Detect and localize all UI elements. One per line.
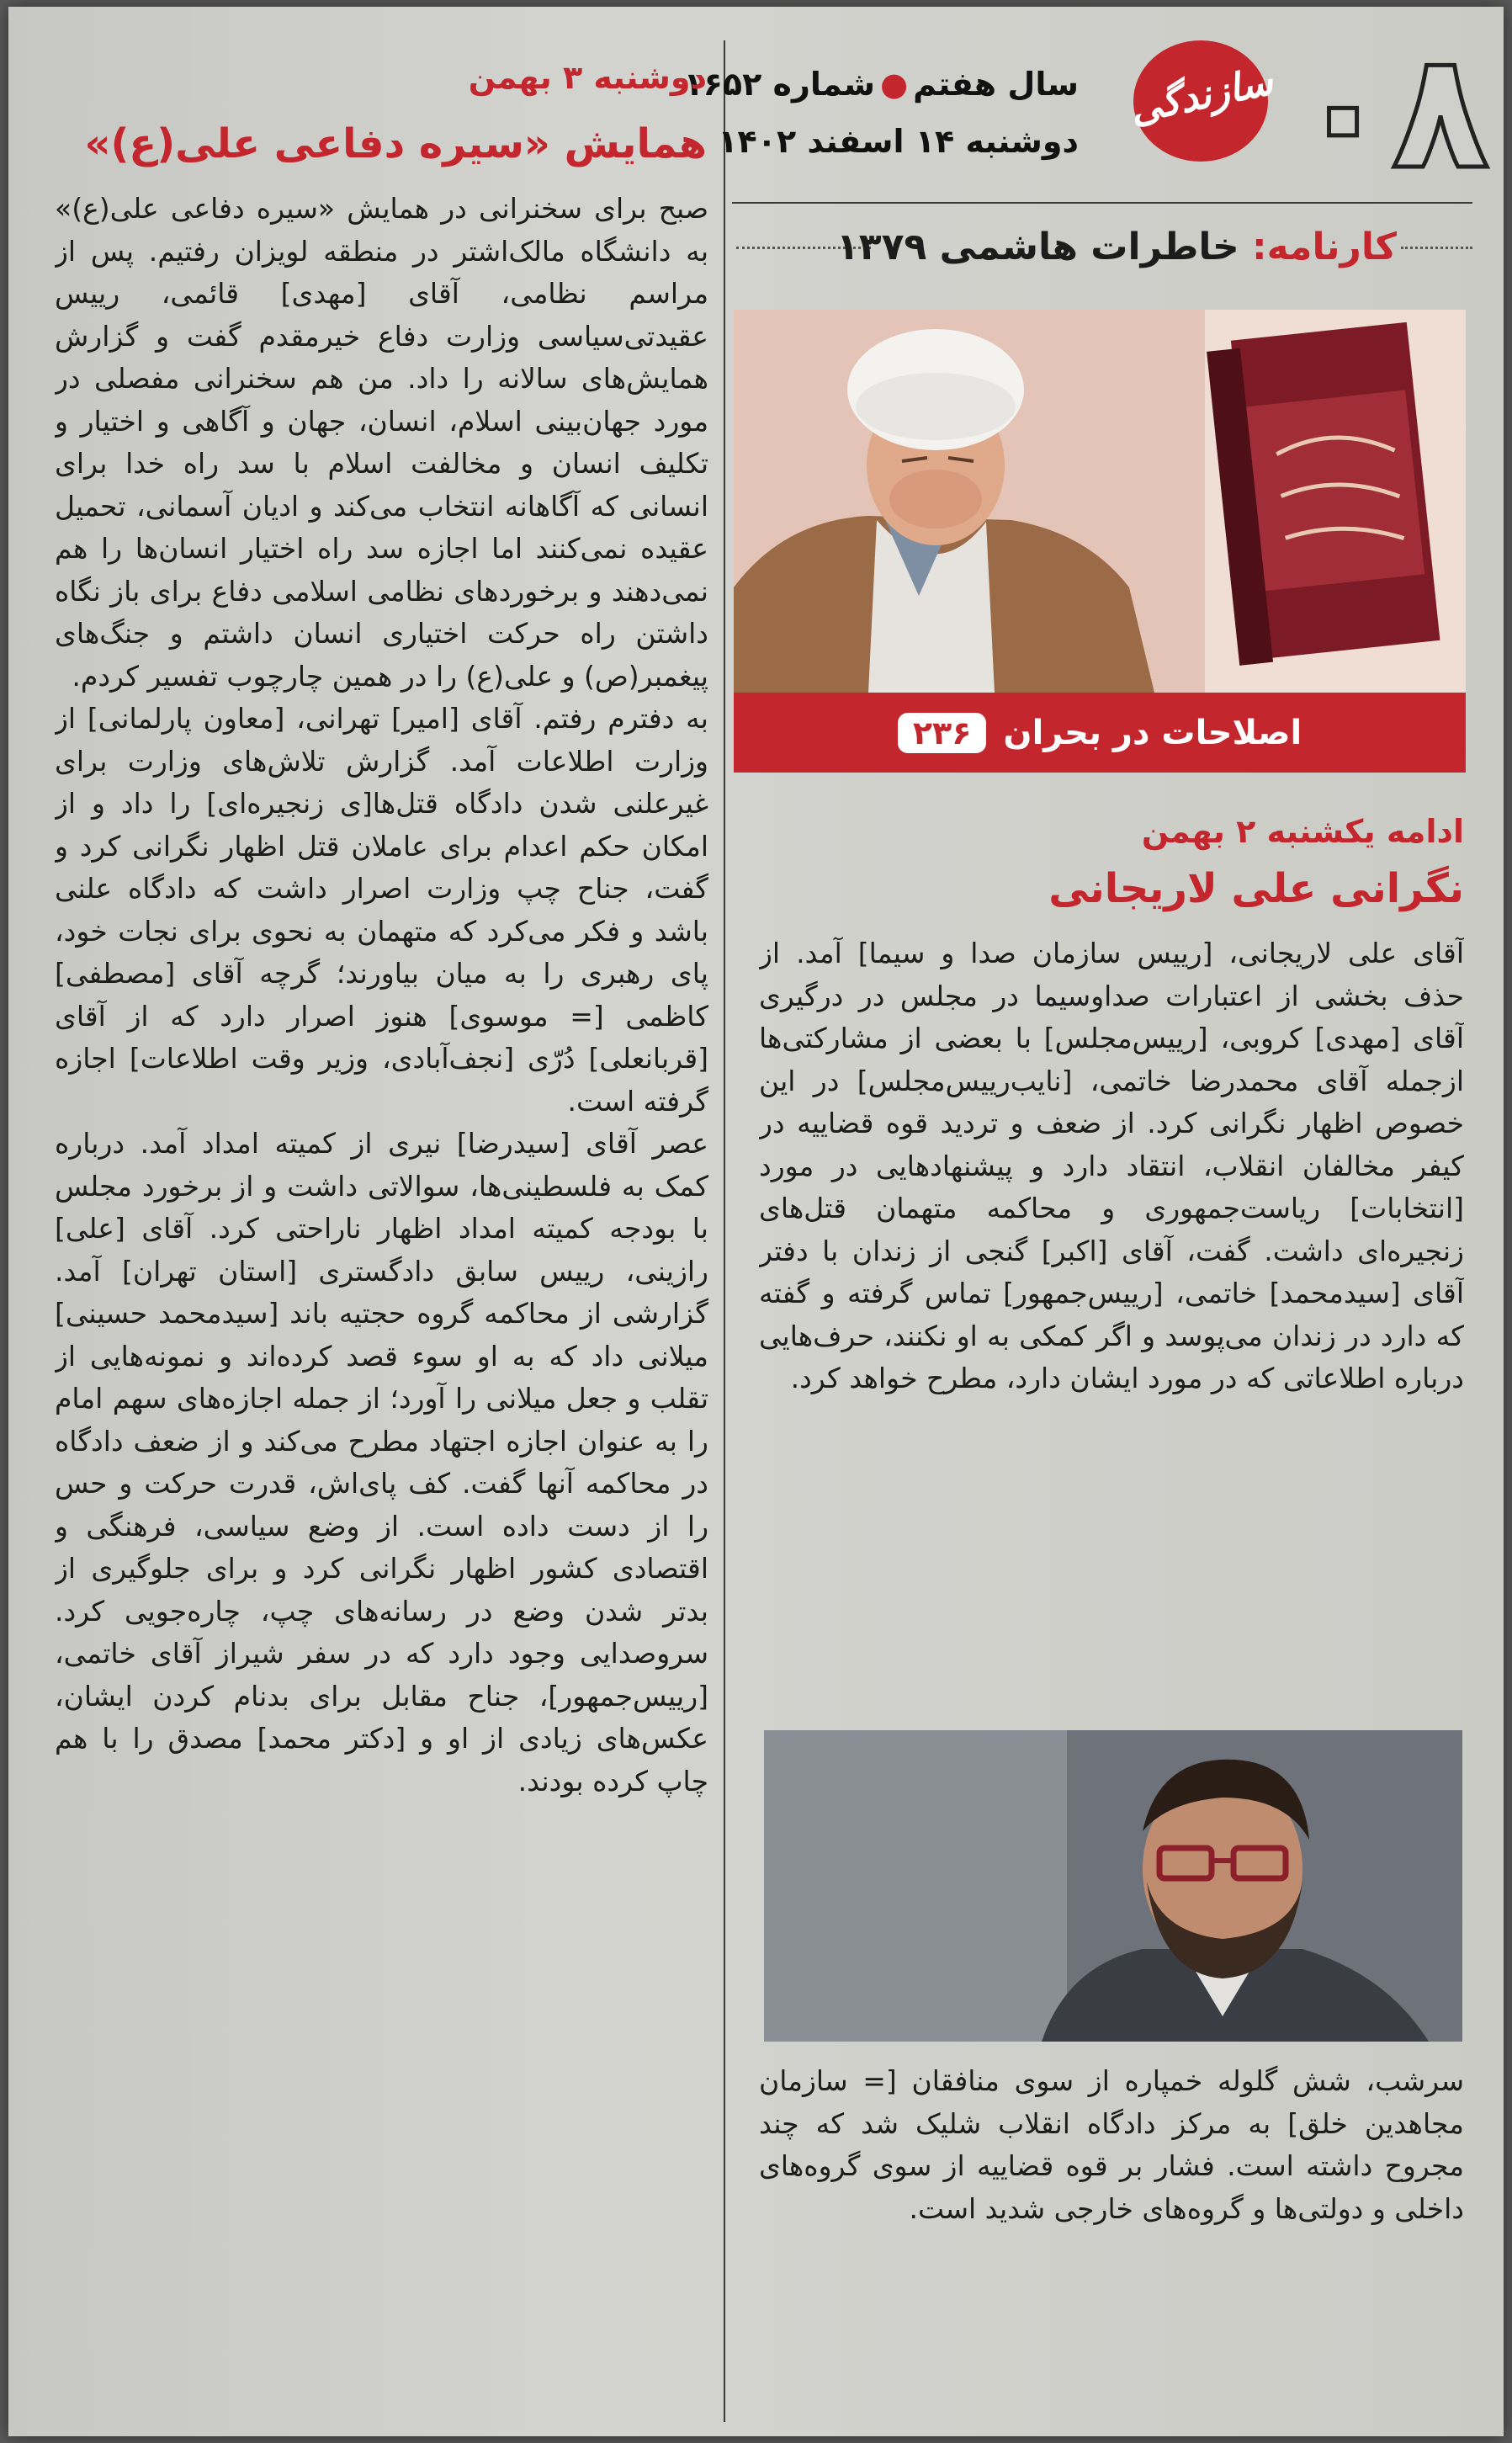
issue-year: سال هفتم (913, 66, 1079, 103)
right-article-paragraph: آقای علی لاریجانی، [رییس سازمان صدا و سیما] آمد. از حذف بخشی از اعتبارات صداوسیما در مجلس در درگیری آقای [مهدی] کروبی، [رییس‌مجلس] با بعضی از مشارکتی‌ها ازجمله آقای محمدرضا خاتمی، [نایب‌رییس‌مجلس] در این خصوص اظهار نگرانی کرد. از ضعف و تردید قوه قضاییه در کیفر مخالفان انقلاب، انتقاد دارد و پیشنهادهایی در مورد [انتخابات] ریاست‌جمهوری و محاکمه متهمان قتل‌های زنجیره‌ای داشت. گفت، آقای [اکبر] گنجی از زندان با دفتر آقای [سیدمحمد] خاتمی، [رییس‌جمهور] تماس گرفته و گفته که دارد در زندان می‌پوسد و اگر کمکی به او نکنند، حرف‌هایی درباره اطلاعاتی که در مورد ایشان دارد، مطرح خواهد کرد. (759, 937, 1464, 1394)
right-article-headline: نگرانی علی لاریجانی (1048, 865, 1464, 912)
left-article-paragraph-1: صبح برای سخنرانی در همایش «سیره دفاعی علی(ع)» به دانشگاه مالک‌اشتر در منطقه لویزان رفتیم. پس از مراسم نظامی، آقای [مهدی] قائمی، رییس عقیدتی‌سیاسی وزارت دفاع خیرمقدم گفت و گزارش همایش‌های سالانه را داد. من هم سخنرانی مفصلی در مورد جهان‌بینی اسلام، انسان، جهان و آگاهی و اختیار و تکلیف انسان و مخالفت اسلام با سد راه خدا برای انسانی که آگاهانه انتخاب می‌کند و ادیان آسمانی، تحمیل عقیده نمی‌کنند اما اجازه سد راه اختیار انسان‌ها را هم نمی‌دهند و برخوردهای نظامی اسلامی دفاع برای باز نگاه داشتن راه حرکت اختیاری انسان داشتم و جنگ‌های پیغمبر(ص) و علی(ع) را در همین چارچوب تفسیر کردم. (55, 192, 708, 693)
banner-number-badge: ۲۳۶ (898, 713, 987, 753)
issue-date: دوشنبه ۱۴ اسفند ۱۴۰۲ (718, 123, 1079, 160)
logo (1123, 32, 1279, 167)
separator-dot-icon: ● (879, 66, 909, 103)
column-title-text: خاطرات هاشمی ۱۳۷۹ (836, 225, 1239, 268)
column-title (749, 221, 1397, 272)
left-article-paragraph-2: به دفترم رفتم. آقای [امیر] تهرانی، [معاون پارلمانی] از وزارت اطلاعات آمد. گزارش تلاش‌های وزارت برای غیرعلنی شدن دادگاه قتل‌ها[ی زنجیره‌ای] را داد و از امکان حکم اعدام برای عاملان قتل اظهار نگرانی کرد و گفت، جناح چپ وزارت اصرار داشت که دادگاه علنی باشد و فکر می‌کرد که متهمان به نحوی برای نجات خود، پای رهبری را به میان بیاورند؛ گرچه آقای [مصطفی] کاظمی [= موسوی] هنوز اصرار دارد که از آقای [قربانعلی] دُرّی [نجف‌آبادی، وزیر وقت اطلاعات] اجازه گرفته است. (55, 702, 708, 1118)
left-article-headline: همایش «سیره دفاعی علی(ع)» (84, 120, 707, 167)
right-article-kicker: ادامه یکشنبه ۲ بهمن (1141, 813, 1464, 850)
left-article-kicker: دوشنبه ۳ بهمن (468, 59, 707, 96)
left-article-body (55, 188, 708, 2409)
right-article-end-paragraph: سرشب، شش گلوله خمپاره از سوی منافقان [= سازمان مجاهدین خلق] به مرکز دادگاه انقلاب شلیک شد که چند مجروح داشته است. فشار بر قوه قضاییه از سوی گروه‌های داخلی و دولتی‌ها و گروه‌های خارجی شدید است. (759, 2064, 1464, 2225)
photo-portrait-with-book (734, 310, 1466, 693)
column-divider (724, 40, 725, 2422)
series-banner (734, 693, 1466, 773)
issue-number: شماره ۱۶۵۲ (683, 66, 875, 103)
logo-text: سازندگی (1125, 57, 1277, 133)
right-article-body (759, 932, 1464, 1707)
right-article-end (759, 2060, 1464, 2414)
issue-line (683, 66, 1079, 103)
left-article-paragraph-3: عصر آقای [سیدرضا] نیری از کمیته امداد آمد. درباره کمک به فلسطینی‌ها، سوالاتی داشت و از برخورد مجلس با بودجه کمیته امداد اظهار ناراحتی کرد. آقای [علی] رازینی، رییس سابق دادگستری [استان تهران] آمد. گزارشی از محاکمه گروه حجتیه باند [سیدمحمد حسینی] میلانی داد که به او سوء قصد کرده‌اند و نمونه‌هایی از تقلب و جعل میلانی را آورد؛ از جمله اجازه‌های سهم امام را به عنوان اجازه اجتهاد مطرح می‌کند و از ضعف دادگاه در محاکمه آنها گفت. کف پای‌اش، قدرت حرکت و حس را از دست داده است. از وضع سیاسی، فرهنگی و اقتصادی کشور اظهار نگرانی کرد و برای جلوگیری از بدتر شدن وضع در رسانه‌های چپ، چاره‌جویی کرد. سروصدایی وجود دارد که در سفر شیراز آقای خاتمی، [رییس‌جمهور]، جناح مقابل برای بدنام کردن ایشان، عکس‌های زیادی از او و [دکتر محمد] مصدق را با هم چاپ کرده بودند. (55, 1127, 708, 1798)
page-number: ۰۸ (1294, 19, 1489, 204)
photo-man-with-glasses (764, 1730, 1462, 2042)
column-title-label: کارنامه: (1251, 225, 1397, 268)
newspaper-page (8, 7, 1504, 2436)
title-dotted-rule (1401, 247, 1472, 249)
banner-text: اصلاحات در بحران (1003, 713, 1302, 752)
